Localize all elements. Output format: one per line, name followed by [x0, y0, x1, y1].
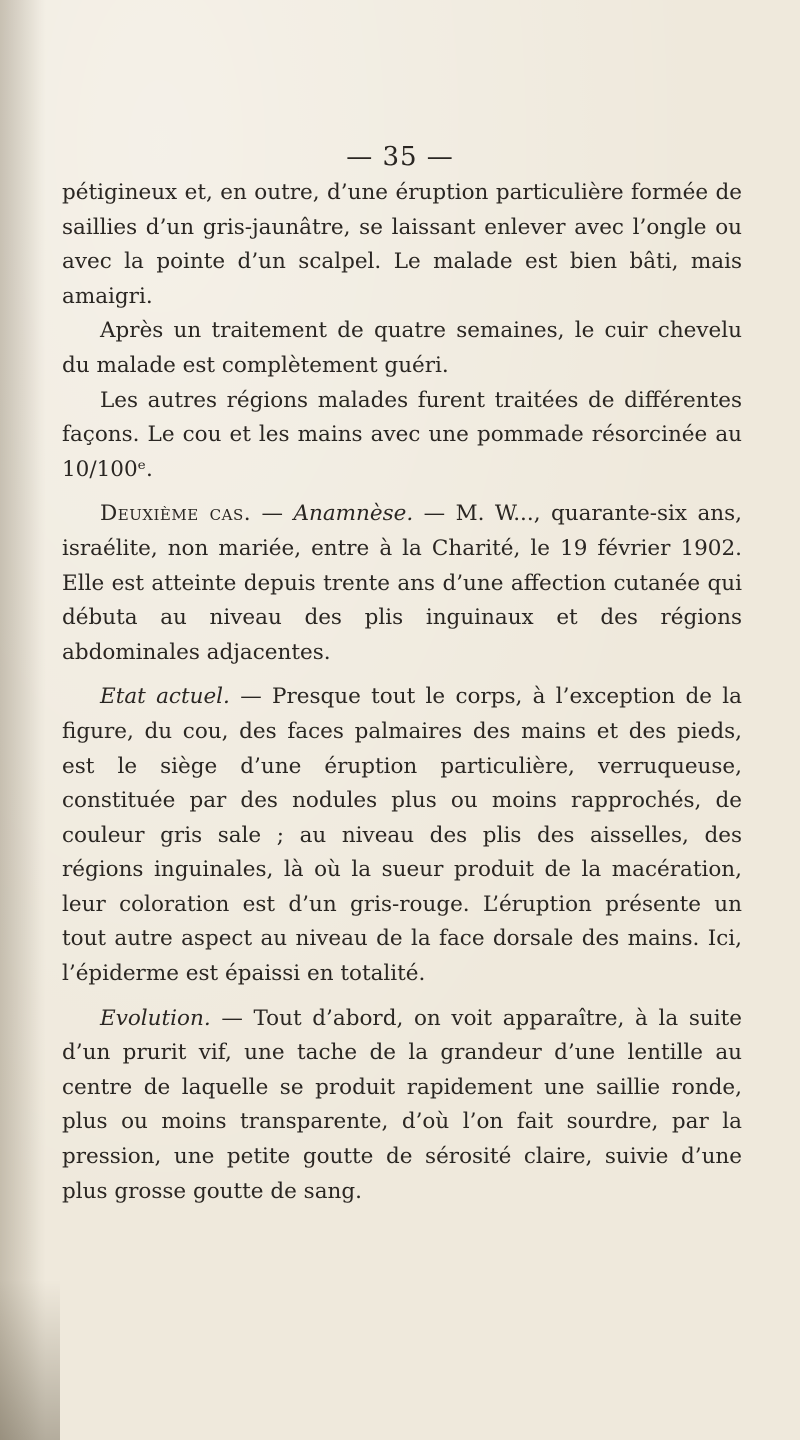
case-heading: Deuxième cas.: [100, 501, 252, 527]
paragraph-case-2: [62, 497, 742, 670]
paragraph-etat-actuel: [62, 680, 742, 991]
paragraph-3: Les autres régions malades furent traitées de différentes façons. Le cou et les mains avec une pommade résorcinée au 10/100ᵉ.: [62, 387, 742, 482]
heading-dash: —: [251, 501, 294, 527]
paragraph-4-text: — M. W..., quarante-six ans, israélite, non mariée, entre à la Charité, le 19 février 1902. Elle est atteinte depuis trente ans d’une affection cutanée qui débuta au niveau des plis inguinaux et des régions abdominales adjacentes.: [62, 501, 743, 665]
paragraph-5-text: — Presque tout le corps, à l’exception de la figure, du cou, des faces palmaires des mains et des pieds, est le siège d’une éruption particulière, verruqueuse, constituée par des nodules plus ou moins rapprochés, de couleur gris sale ; au niveau des plis des aisselles, des régions inguinales, là où la sueur produit de la macération, leur coloration est d’un gris-rouge. L’éruption présente un tout autre aspect au niveau de la face dorsale des mains. Ici, l’épiderme est épaissi en totalité.: [62, 684, 742, 987]
page-number: — 35 —: [346, 142, 454, 172]
section-label-evolution: Evolution.: [100, 1005, 211, 1031]
paragraph-1: pétigineux et, en outre, d’une éruption particulière formée de saillies d’un gris-jaunâtre, se laissant enlever avec l’ongle ou avec la pointe d’un scalpel. Le malade est bien bâti, mais amaigri.: [62, 180, 742, 309]
binding-shadow: [0, 0, 46, 1440]
body-text: [62, 176, 742, 1209]
section-label-anamnese: Anamnèse.: [293, 501, 414, 527]
paragraph-2: Après un traitement de quatre semaines, le cuir chevelu du malade est complètement guéri.: [62, 318, 742, 378]
section-label-etat-actuel: Etat actuel.: [100, 684, 230, 710]
paragraph-evolution: [62, 1002, 742, 1210]
paragraph-6-text: — Tout d’abord, on voit apparaître, à la suite d’un prurit vif, une tache de la grandeur d’une lentille au centre de laquelle se produit rapidement une saillie ronde, plus ou moins transparente, d’où l’on fait sourdre, par la pression, une petite goutte de sérosité claire, suivie d’une plus grosse goutte de sang.: [62, 1005, 742, 1204]
corner-shadow: [0, 1280, 60, 1440]
